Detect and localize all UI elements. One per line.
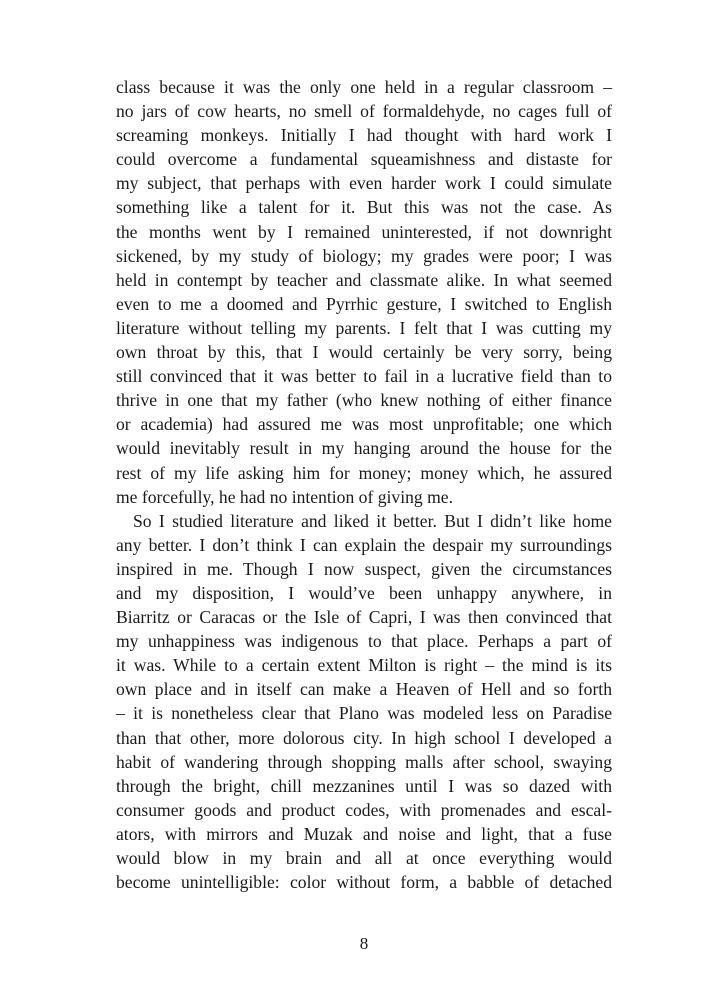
text-line: literature without telling my parents. I felt that I was cutting my	[116, 317, 612, 338]
text-line: Biarritz or Caracas or the Isle of Capri, I was then convinced that	[116, 607, 612, 628]
text-line: any better. I don’t think I can explain the despair my surroundings	[116, 534, 612, 555]
text-line: could overcome a fundamental squeamishness and distaste for	[116, 149, 612, 170]
text-line: my unhappiness was indigenous to that place. Perhaps a part of	[116, 631, 612, 652]
text-line: me forcefully, he had no intention of giving me.	[116, 486, 453, 507]
text-line: rest of my life asking him for money; money which, he assured	[116, 462, 612, 483]
text-line: something like a talent for it. But this was not the case. As	[116, 197, 612, 218]
text-line: still convinced that it was better to fail in a lucrative field than to	[116, 366, 612, 387]
text-line: ators, with mirrors and Muzak and noise and light, that a fuse	[116, 823, 612, 844]
text-line: own place and in itself can make a Heaven of Hell and so forth	[116, 679, 612, 700]
text-line: would blow in my brain and all at once everything would	[116, 848, 612, 868]
text-line: even to me a doomed and Pyrrhic gesture, I switched to English	[116, 293, 612, 314]
text-line: screaming monkeys. Initially I had thought with hard work I	[116, 125, 612, 146]
text-line: sickened, by my study of biology; my grades were poor; I was	[116, 245, 612, 266]
text-line: and my disposition, I would’ve been unhappy anywhere, in	[116, 582, 612, 603]
text-line: no jars of cow hearts, no smell of formaldehyde, no cages full of	[116, 101, 612, 122]
text-line: inspired in me. Though I now suspect, given the circumstances	[116, 558, 612, 579]
paragraph	[116, 509, 612, 895]
text-line: the months went by I remained uninterested, if not downright	[116, 221, 612, 242]
text-line: – it is nonetheless clear that Plano was modeled less on Paradise	[116, 703, 612, 724]
page-number: 8	[359, 934, 369, 953]
text-line: than that other, more dolorous city. In high school I developed a	[116, 727, 612, 748]
text-line: class because it was the only one held in a regular classroom –	[116, 77, 612, 97]
text-line: become unintelligible: color without form, a babble of detached	[116, 872, 612, 893]
text-line: or academia) had assured me was most unprofitable; one which	[116, 414, 612, 435]
body-text	[116, 75, 612, 894]
text-line: held in contempt by teacher and classmate alike. In what seemed	[116, 269, 612, 290]
text-line: through the bright, chill mezzanines until I was so dazed with	[116, 775, 612, 796]
text-line: own throat by this, that I would certainly be very sorry, being	[116, 342, 612, 363]
text-line: it was. While to a certain extent Milton is right – the mind is its	[116, 655, 612, 676]
text-line: habit of wandering through shopping malls after school, swaying	[116, 751, 612, 772]
text-line: would inevitably result in my hanging around the house for the	[116, 438, 612, 459]
text-line: my subject, that perhaps with even harder work I could simulate	[116, 173, 612, 194]
paragraph	[116, 75, 612, 509]
text-line: So I studied literature and liked it better. But I didn’t like home	[133, 510, 612, 531]
text-line: thrive in one that my father (who knew nothing of either finance	[116, 390, 612, 411]
text-line: consumer goods and product codes, with promenades and escal-	[116, 799, 612, 820]
